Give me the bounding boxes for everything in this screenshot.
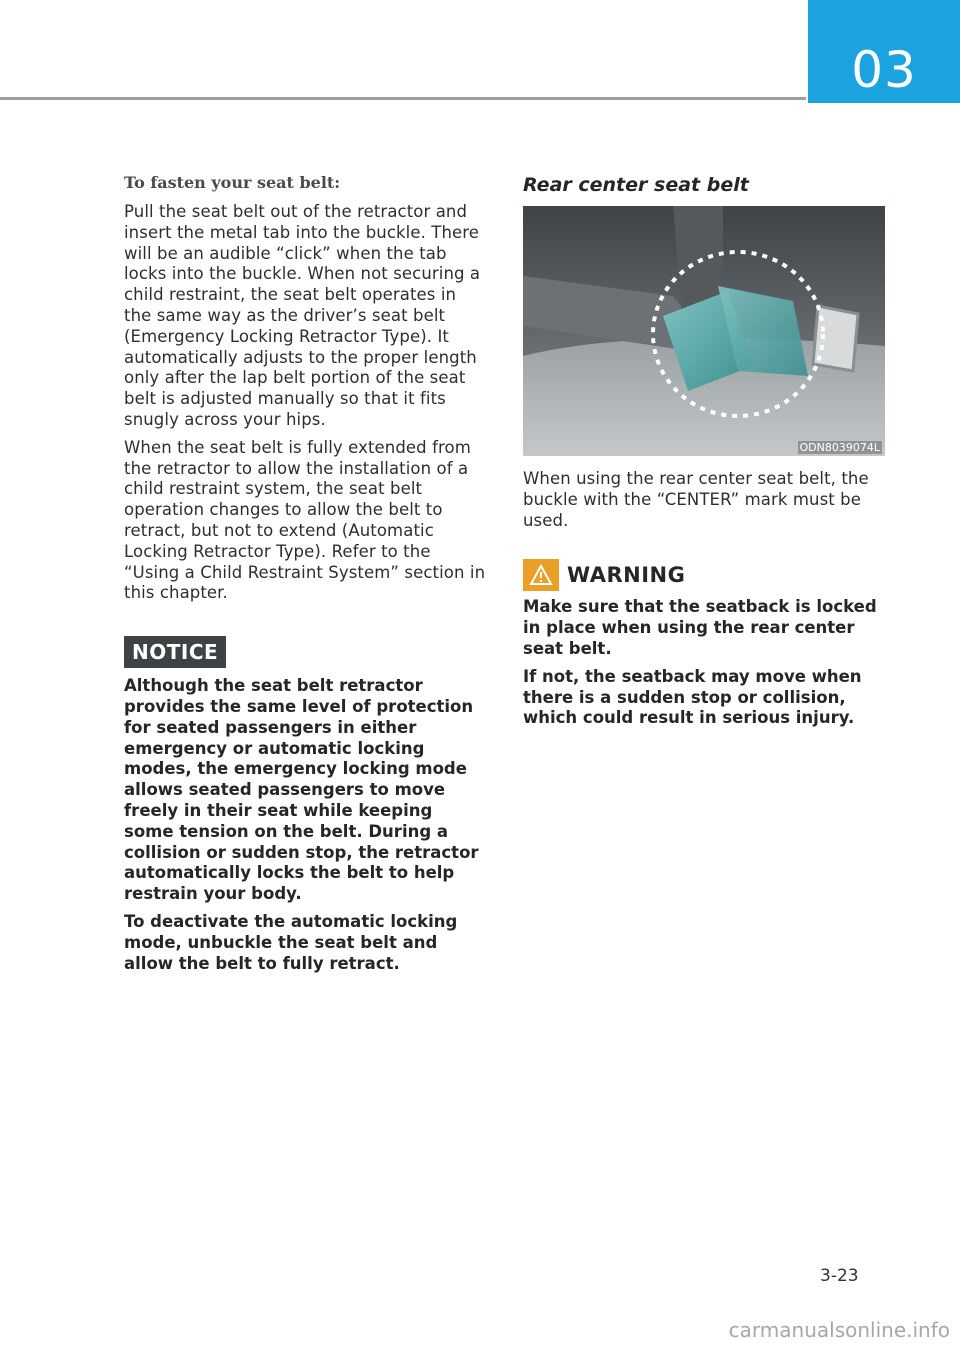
warning-paragraph-2: If not, the seatback may move when there is a sudden stop or collision, which could result in serious injury. bbox=[523, 666, 862, 728]
warning-paragraph-1: Make sure that the seatback is locked in place when using the rear center seat belt. bbox=[523, 597, 877, 658]
fasten-subheading: To fasten your seat belt: bbox=[124, 173, 341, 192]
header-rule bbox=[0, 97, 806, 100]
warning-title: WARNING bbox=[567, 563, 686, 588]
notice-badge: NOTICE bbox=[124, 636, 226, 668]
seat-belt-photo bbox=[523, 206, 885, 456]
notice-paragraph-1: Although the seat belt retractor provides the same level of protection for seated passengers in either emergency or automatic locking modes, the emergency locking mode allows seated passengers to move freely in their seat while keeping some tension on the belt. During a collision or sudden stop, the retractor automatically locks the belt to help restrain your body. bbox=[124, 676, 479, 904]
warning-triangle-icon bbox=[523, 559, 559, 591]
right-column bbox=[523, 172, 885, 736]
seat-belt-illustration bbox=[523, 206, 885, 456]
fasten-paragraph: Pull the seat belt out of the retractor and insert the metal tab into the buckle. There will be an audible “click” when the tab locks into the buckle. When not securing a child restraint, the seat belt operates in the same way as the driver’s seat belt (Emergency Locking Retractor Type). It automatically adjusts to the proper length only after the lap belt portion of the seat belt is adjusted manually so that it fits snugly across your hips. bbox=[124, 202, 481, 429]
left-column bbox=[124, 172, 486, 981]
image-code: ODN8039074L bbox=[799, 441, 880, 454]
notice-paragraph-2: To deactivate the automatic locking mode, unbuckle the seat belt and allow the belt to fully retract. bbox=[124, 911, 458, 973]
chapter-tab bbox=[808, 0, 960, 103]
retractor-paragraph: When the seat belt is fully extended from the retractor to allow the installation of a child restraint system, the seat belt operation changes to allow the belt to retract, but not to extend (Automatic Locking Retractor Type). Refer to the “Using a Child Restraint System” section in this chapter. bbox=[124, 437, 486, 603]
center-belt-caption: When using the rear center seat belt, the buckle with the “CENTER” mark must be used. bbox=[523, 469, 869, 530]
page-number: 3-23 bbox=[820, 1266, 859, 1286]
watermark: carmanualsonline.info bbox=[728, 1318, 950, 1342]
chapter-number: 03 bbox=[851, 41, 917, 99]
section-title: Rear center seat belt bbox=[523, 174, 749, 196]
warning-header bbox=[523, 559, 885, 591]
